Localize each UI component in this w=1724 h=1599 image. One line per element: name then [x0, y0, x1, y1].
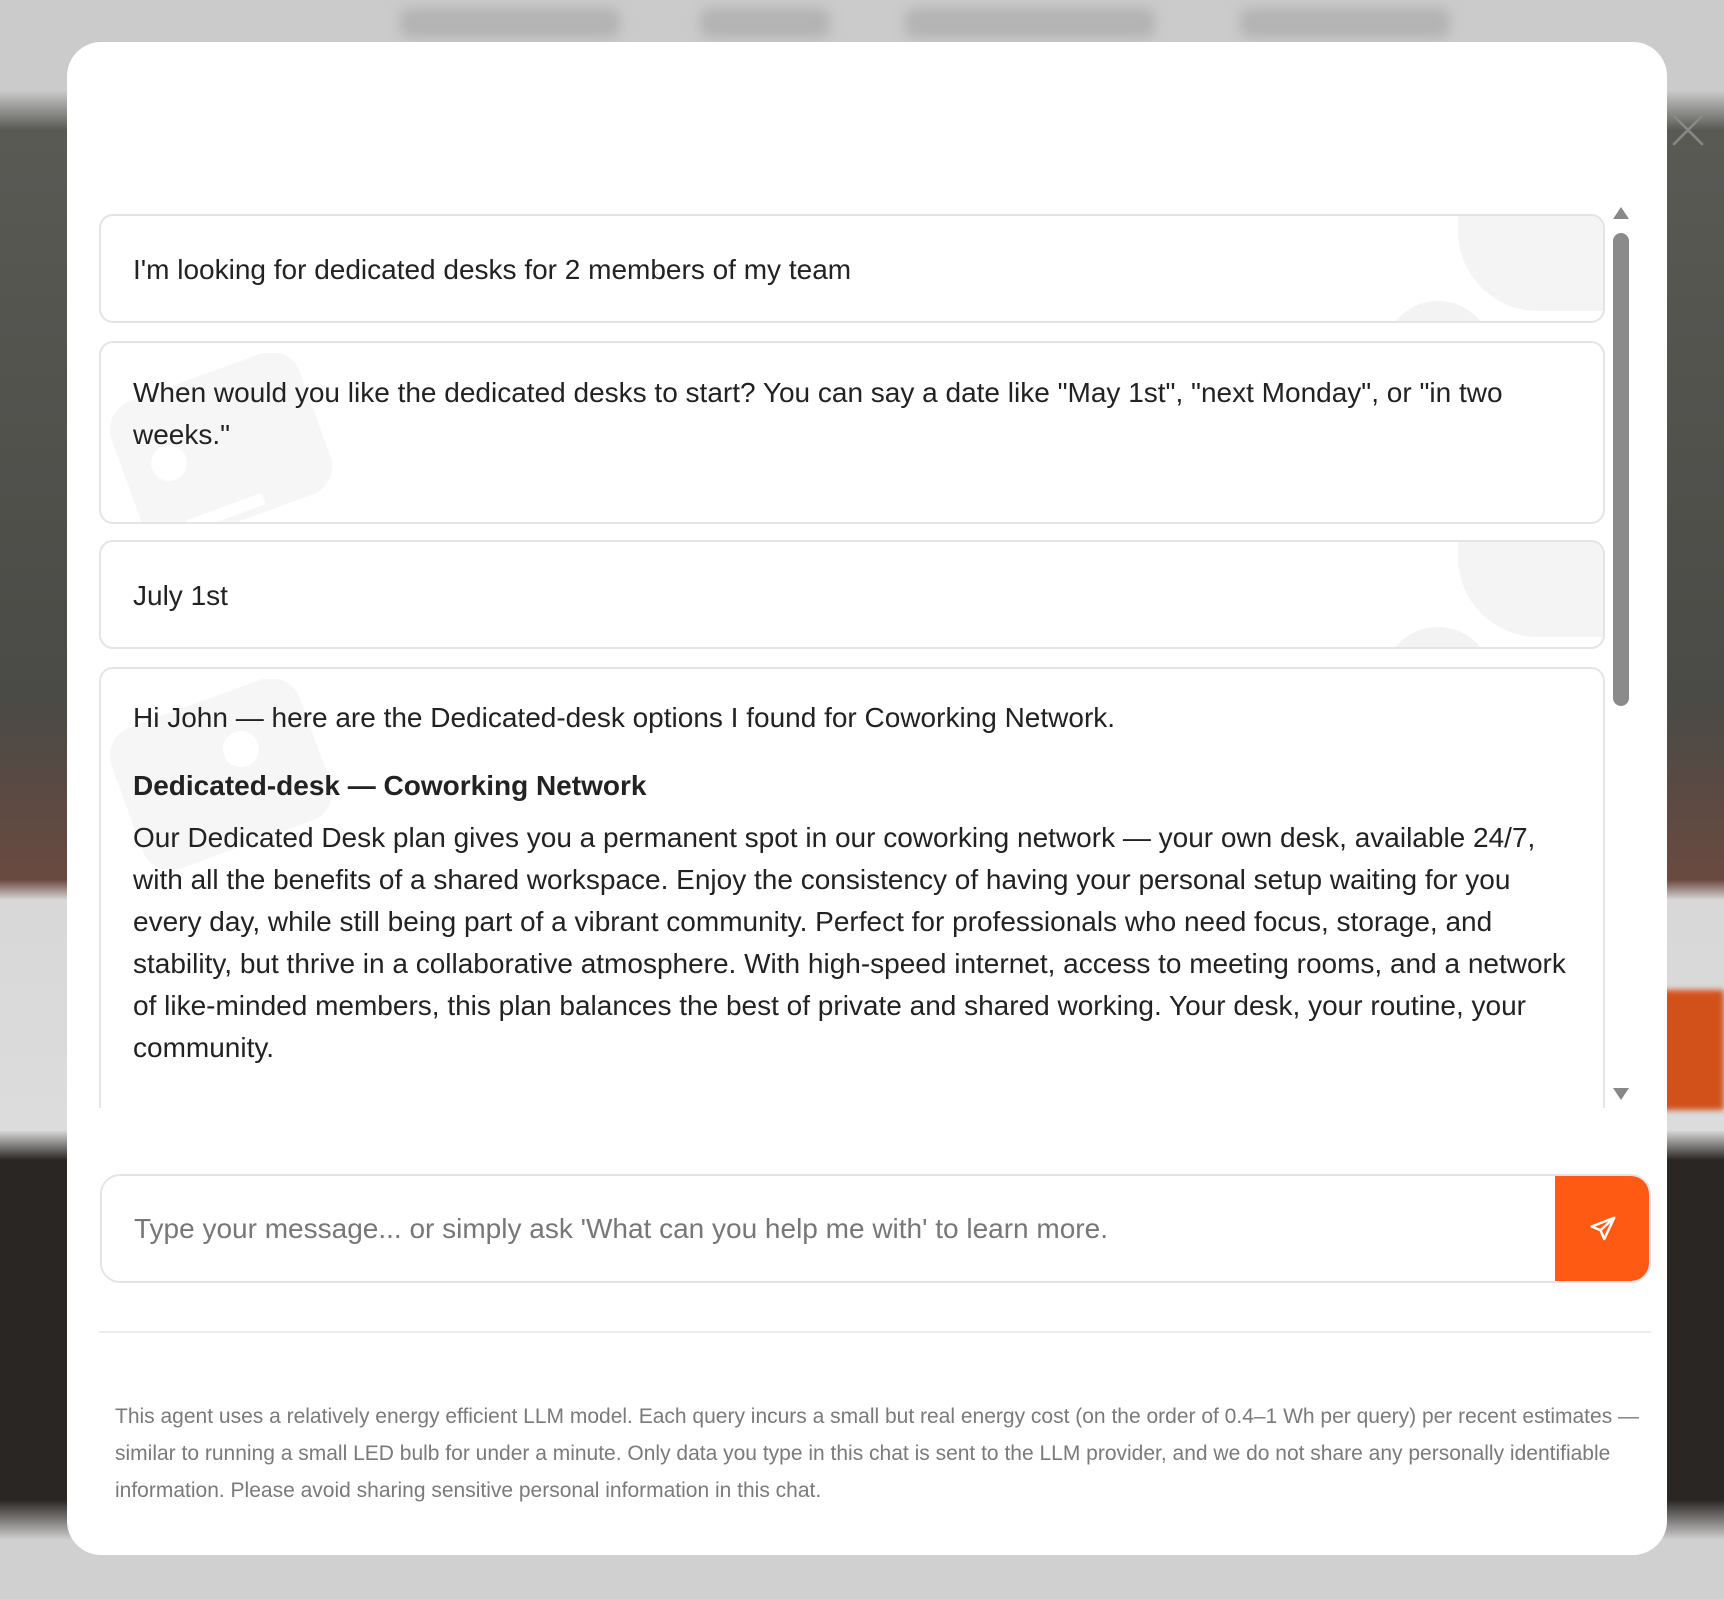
user-message [99, 214, 1605, 323]
scrollbar[interactable] [1610, 205, 1632, 1110]
plan-title: Dedicated-desk — Coworking Network [133, 770, 647, 801]
plan-description: Our Dedicated Desk plan gives you a permanent spot in our coworking network — your own desk, available 24/7, with all the benefits of a shared workspace. Enjoy the consistency of having your personal setup waiting for you every day, while still being part of a vibrant community. Perfect for professionals who need focus, storage, and stability, but thrive in a collaborative atmosphere. With high-speed internet, access to meeting rooms, and a network of like-minded members, this plan balances the best of private and shared working. Your desk, your routine, your community. [133, 822, 1566, 1063]
message-text: I'm looking for dedicated desks for 2 members of my team [133, 254, 852, 285]
message-text: When would you like the dedicated desks to start? You can say a date like "May 1st", "next Monday", or "in two weeks." [133, 377, 1503, 450]
message-text: July 1st [133, 580, 228, 611]
close-icon[interactable] [1671, 113, 1705, 147]
scroll-up-icon[interactable] [1613, 207, 1629, 219]
divider [99, 1331, 1651, 1333]
send-button[interactable] [1555, 1174, 1651, 1283]
background-blur [905, 8, 1155, 38]
scrollbar-thumb[interactable] [1613, 233, 1629, 706]
message-input-container [100, 1174, 1651, 1283]
message-input[interactable] [102, 1176, 1557, 1281]
energy-disclaimer: This agent uses a relatively energy efficient LLM model. Each query incurs a small but real energy cost (on the order of 0.4–1 Wh per query) per recent estimates — similar to running a small LED bulb for under a minute. Only data you type in this chat is sent to the LLM provider, and we do not share any personally identifiable information. Please avoid sharing sensitive personal information in this chat. [115, 1405, 1640, 1502]
scroll-down-icon[interactable] [1613, 1088, 1629, 1100]
background-blur [1240, 8, 1450, 38]
user-message [99, 540, 1605, 649]
send-icon [1588, 1214, 1618, 1244]
assistant-message [99, 341, 1605, 524]
background-blur [700, 8, 830, 38]
message-intro: Hi John — here are the Dedicated-desk options I found for Coworking Network. [133, 702, 1116, 733]
message-list[interactable] [99, 214, 1606, 1108]
background-blur [400, 8, 620, 38]
assistant-message [99, 667, 1605, 1108]
